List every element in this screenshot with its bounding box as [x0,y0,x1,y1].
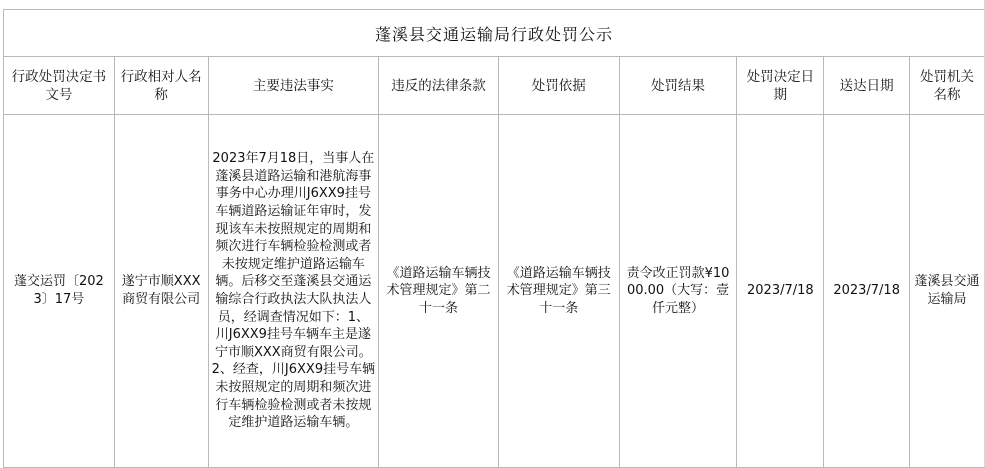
header-facts: 主要违法事实 [208,57,379,115]
cell-basis: 《道路运输车辆技术管理规定》第三十一条 [498,115,619,468]
header-decision-no: 行政处罚决定书文号 [4,57,115,115]
cell-decision-no: 蓬交运罚〔2023〕17号 [4,115,115,468]
header-violated-law: 违反的法律条款 [379,57,499,115]
header-result: 处罚结果 [619,57,737,115]
penalty-table [3,9,985,468]
cell-facts: 2023年7月18日，当事人在蓬溪县道路运输和港航海事事务中心办理川J6XX9挂号车辆道路运输证年审时，发现该车未按照规定的周期和频次进行车辆检验检测或者未按规定维护道路运输车辆。后移交至蓬溪县交通运输综合行政执法大队执法人员，经调查情况如下：1、川J6XX9挂号车辆车主是遂宁市顺XXX商贸有限公司。2、经查，川J6XX9挂号车辆未按照规定的周期和频次进行车辆检验检测或者未按规定维护道路运输车辆。 [208,115,379,468]
header-party: 行政相对人名称 [114,57,208,115]
table-title: 蓬溪县交通运输局行政处罚公示 [4,10,985,57]
header-decision-date: 处罚决定日期 [737,57,824,115]
cell-result: 责令改正罚款¥1000.00（大写：壹仟元整） [619,115,737,468]
header-delivery-date: 送达日期 [824,57,910,115]
header-authority: 处罚机关名称 [910,57,985,115]
cell-violated-law: 《道路运输车辆技术管理规定》第二十一条 [379,115,499,468]
header-basis: 处罚依据 [498,57,619,115]
cell-party: 遂宁市顺XXX商贸有限公司 [114,115,208,468]
cell-authority: 蓬溪县交通运输局 [910,115,985,468]
table-row [4,115,985,468]
header-row [4,57,985,115]
cell-decision-date: 2023/7/18 [737,115,824,468]
cell-delivery-date: 2023/7/18 [824,115,910,468]
